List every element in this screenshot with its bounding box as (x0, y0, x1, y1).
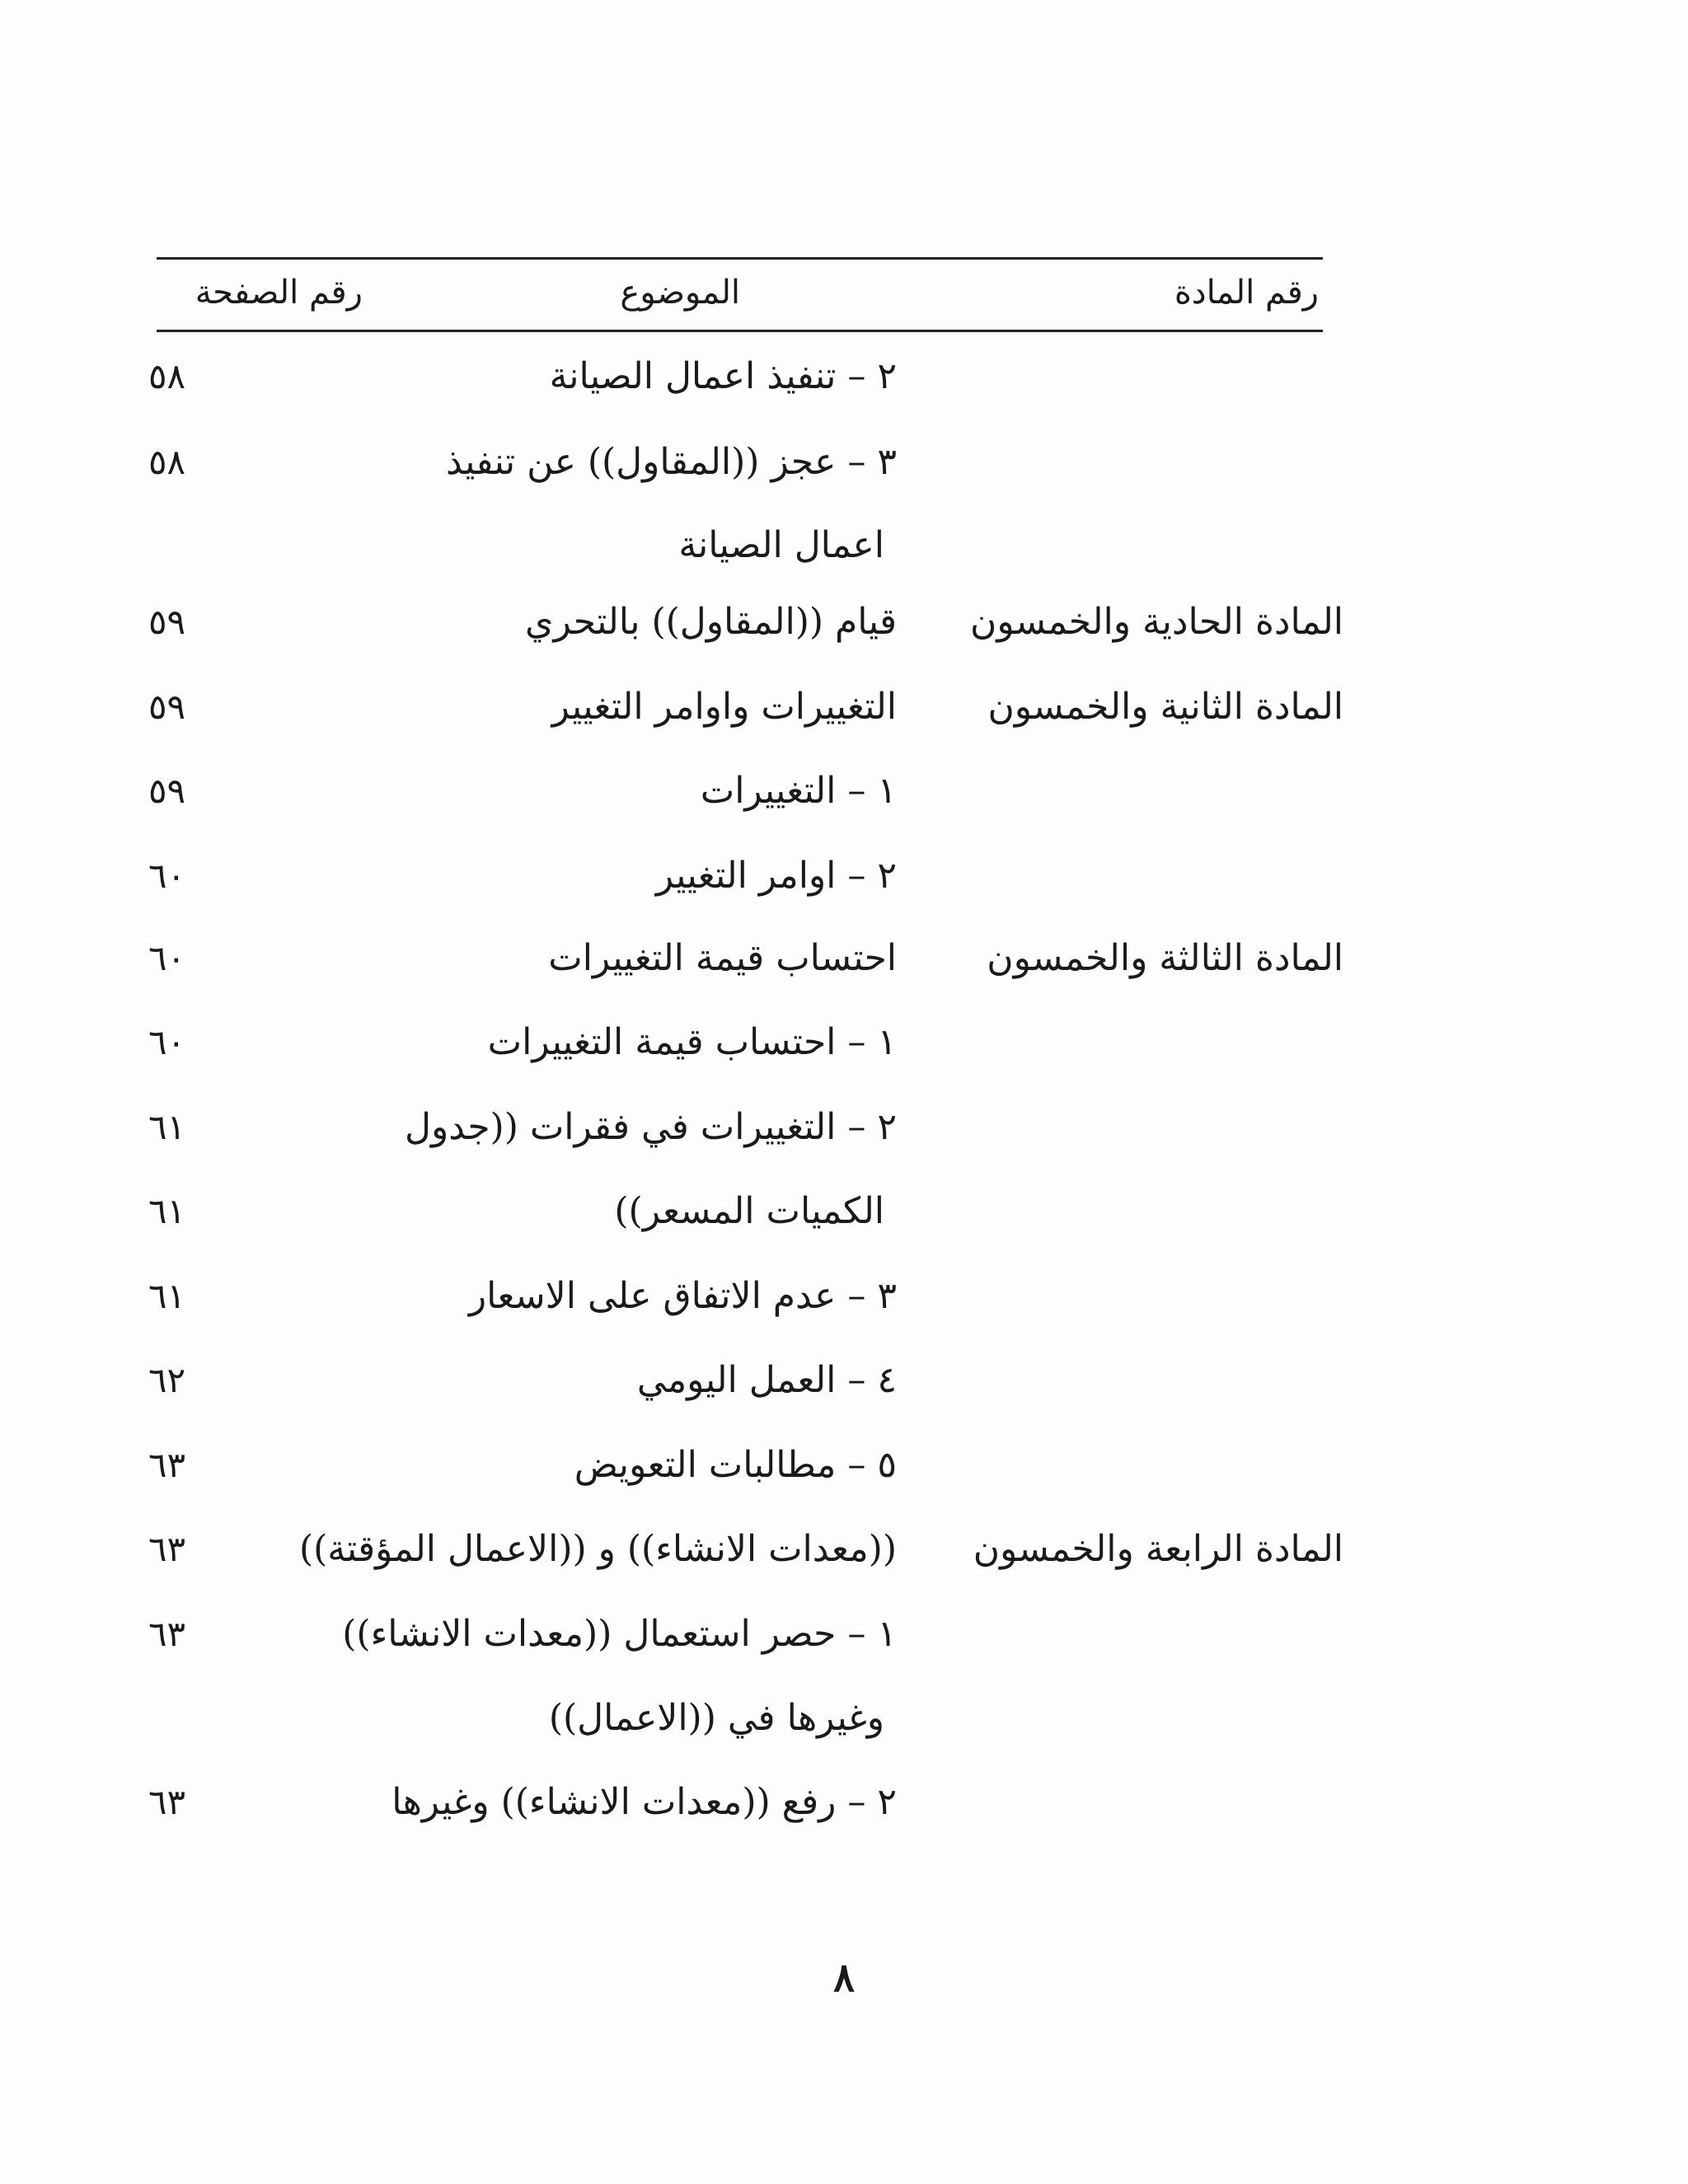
row-subject: ١ – التغييرات (700, 770, 897, 812)
row-subject: اعمال الصيانة (678, 524, 884, 566)
table-row (0, 1094, 1688, 1160)
row-subject: ٥ – مطالبات التعويض (574, 1444, 897, 1486)
row-page: ٦٣ (148, 1529, 186, 1569)
row-subject: الكميات المسعر)) (614, 1190, 884, 1232)
row-page: ٦١ (148, 1276, 186, 1316)
row-page: ٦٣ (148, 1614, 186, 1654)
table-row (0, 344, 1688, 410)
table-row (0, 1347, 1688, 1413)
table-row (0, 1516, 1688, 1582)
row-page: ٦١ (148, 1191, 186, 1231)
header-article-number: رقم المادة (1174, 274, 1319, 312)
table-row (0, 429, 1688, 495)
row-subject: ١ – احتساب قيمة التغييرات (487, 1021, 897, 1063)
row-page: ٥٨ (148, 442, 186, 482)
row-subject: ٢ – تنفيذ اعمال الصيانة (549, 355, 897, 397)
row-subject: ٢ – رفع ((معدات الانشاء)) وغيرها (392, 1781, 897, 1823)
row-page: ٦١ (148, 1107, 186, 1147)
row-subject: ٣ – عجز ((المقاول)) عن تنفيذ (445, 441, 897, 483)
row-page: ٦٢ (148, 1360, 186, 1400)
table-row (0, 1685, 1688, 1751)
header-page-number: رقم الصفحة (195, 274, 363, 312)
row-subject: احتساب قيمة التغييرات (548, 937, 897, 979)
row-subject: ٢ – التغييرات في فقرات ((جدول (405, 1106, 897, 1148)
table-row (0, 1263, 1688, 1329)
table-row (0, 926, 1688, 991)
row-subject: التغييرات واوامر التغيير (551, 686, 897, 728)
row-article: المادة الحادية والخمسون (970, 601, 1343, 643)
table-row (0, 758, 1688, 824)
row-subject: قيام ((المقاول)) بالتحري (525, 601, 897, 643)
table-row (0, 843, 1688, 909)
row-subject: ٣ – عدم الاتفاق على الاسعار (468, 1275, 897, 1317)
row-subject: ((معدات الانشاء)) و ((الاعمال المؤقتة)) (298, 1528, 897, 1570)
table-row (0, 589, 1688, 655)
row-article: المادة الثانية والخمسون (987, 686, 1343, 728)
table-row (0, 1769, 1688, 1835)
row-page: ٥٩ (148, 602, 186, 642)
row-page: ٥٨ (148, 356, 186, 396)
page-number: ٨ (833, 1955, 855, 2001)
row-page: ٥٩ (148, 687, 186, 727)
header-subject: الموضوع (620, 274, 740, 312)
table-row (0, 1601, 1688, 1667)
table-row (0, 1432, 1688, 1498)
row-subject: ٢ – اوامر التغيير (655, 855, 897, 897)
row-page: ٦٠ (148, 855, 186, 896)
row-page: ٦٣ (148, 1782, 186, 1822)
row-page: ٦٠ (148, 1022, 186, 1062)
table-row (0, 1179, 1688, 1244)
table-top-rule (157, 257, 1323, 260)
row-subject: ٤ – العمل اليومي (636, 1359, 897, 1401)
row-article: المادة الرابعة والخمسون (973, 1528, 1343, 1570)
row-subject: ١ – حصر استعمال ((معدات الانشاء)) (342, 1613, 897, 1655)
table-row (0, 1010, 1688, 1076)
table-row (0, 674, 1688, 740)
row-page: ٦٠ (148, 938, 186, 978)
row-subject: وغيرها في ((الاعمال)) (548, 1697, 884, 1739)
row-page: ٥٩ (148, 771, 186, 811)
table-row (0, 513, 1688, 579)
row-page: ٦٣ (148, 1445, 186, 1485)
table-header-rule (157, 330, 1323, 332)
row-article: المادة الثالثة والخمسون (987, 937, 1343, 979)
